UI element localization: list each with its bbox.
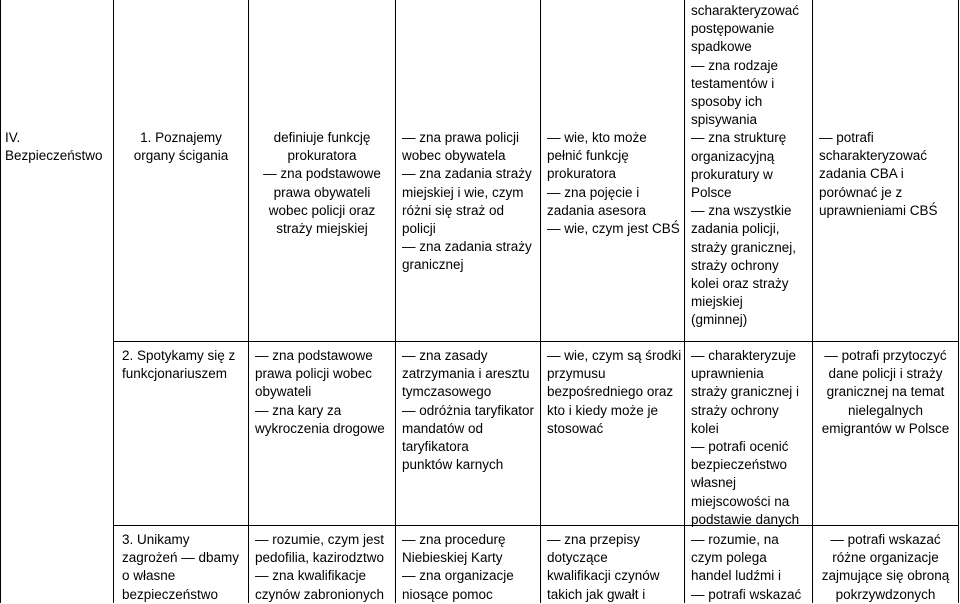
requirements-cell	[541, 127, 684, 238]
requirement-line: wobec policji oraz	[268, 202, 376, 218]
requirement-line: straży ochrony	[691, 257, 779, 273]
requirements-cell	[685, 0, 812, 330]
requirement-line: — zna prawa policji	[402, 130, 520, 145]
requirements-cell	[249, 529, 395, 604]
requirement-line: — potrafi przytoczyć	[824, 348, 947, 363]
requirement-line: emigrantów w Polsce	[821, 420, 950, 436]
requirement-line: pedofilia, kazirodztwo	[255, 550, 385, 566]
requirement-line: scharakteryzować	[691, 3, 800, 18]
requirement-line: kto i kiedy może je	[547, 402, 659, 418]
requirement-line: różne organizacje	[832, 550, 939, 566]
requirements-cell	[685, 529, 812, 604]
requirement-line: organizacyjną	[691, 148, 775, 164]
requirement-line: — zna organizacje	[402, 568, 514, 584]
requirements-cell	[541, 345, 684, 438]
requirement-line: handel ludźmi i	[691, 568, 782, 584]
requirement-line: bezpieczeństwo	[691, 457, 788, 473]
requirement-line: takich jak gwałt i	[547, 586, 646, 602]
requirement-line: — zna rodzaje	[691, 57, 779, 73]
requirement-line: zadania CBA i	[819, 166, 904, 182]
topic-line: bezpieczeństwo	[122, 586, 219, 602]
requirement-line: zadania asesora	[547, 202, 647, 218]
requirement-line: wobec obywatela	[402, 148, 506, 164]
requirement-line: — zna pojęcie i	[547, 184, 640, 200]
requirement-line: kolei oraz straży	[691, 276, 789, 292]
requirement-line: prokuratury w	[691, 166, 773, 182]
section-number: IV.	[5, 130, 21, 145]
topic-cell	[114, 127, 248, 165]
requirements-cell	[813, 345, 958, 438]
requirement-line: tymczasowego	[402, 384, 492, 400]
requirement-line: przymusu	[547, 366, 606, 382]
requirement-line: granicznej na temat	[826, 384, 945, 400]
requirement-line: — odróżnia taryfikator	[402, 402, 535, 418]
requirements-cell	[685, 345, 812, 529]
topic-cell	[114, 345, 248, 383]
requirement-line: — zna zasady	[402, 348, 488, 363]
table-border-right	[958, 0, 959, 603]
requirement-line: — zna podstawowe	[255, 348, 373, 363]
requirement-line: kolei	[691, 420, 719, 436]
requirement-line: straży ochrony	[691, 402, 779, 418]
table-divider-col4	[812, 0, 813, 603]
requirement-line: różni się straż od	[402, 202, 505, 218]
requirement-line: dotyczące	[547, 550, 608, 566]
requirement-line: Polsce	[691, 185, 732, 201]
requirement-line: straży granicznej i	[691, 384, 800, 400]
requirement-line: zajmujące się obroną	[821, 568, 950, 584]
table-divider-section	[113, 0, 114, 603]
requirement-line: definiuje funkcję	[273, 130, 371, 145]
requirement-line: obywateli	[255, 384, 312, 400]
requirement-line: stosować	[547, 420, 604, 436]
requirement-line: testamentów i	[691, 75, 775, 91]
requirement-line: prokuratora	[547, 166, 617, 182]
requirement-line: — zna zadania straży	[402, 166, 532, 182]
requirement-line: granicznej	[402, 257, 464, 273]
requirement-line: — potrafi ocenić	[691, 439, 789, 455]
requirement-line: — zna strukturę	[691, 130, 787, 146]
table-border-left	[0, 0, 1, 603]
requirement-line: uprawnienia	[691, 366, 764, 382]
requirement-line: — zna przepisy	[547, 532, 641, 547]
table-divider-col2	[540, 0, 541, 603]
requirement-line: — potrafi wskazać	[830, 532, 941, 547]
requirement-line: spadkowe	[691, 39, 752, 55]
requirement-line: porównać je z	[819, 184, 903, 200]
requirements-cell	[541, 529, 684, 604]
requirement-line: — zna procedurę	[402, 532, 506, 547]
requirement-line: pokrzywdzonych	[835, 586, 936, 602]
requirement-line: sposoby ich	[691, 94, 763, 110]
requirements-cell	[813, 127, 958, 220]
requirements-cell	[396, 127, 540, 275]
requirement-line: czym polega	[691, 550, 767, 566]
requirement-line: — zna kary za	[255, 402, 342, 418]
requirement-line: straży granicznej,	[691, 239, 797, 255]
requirement-line: (gminnej)	[691, 312, 748, 328]
requirements-cell	[396, 529, 540, 604]
requirement-line: — charakteryzuje	[691, 348, 797, 363]
requirement-line: wykroczenia drogowe	[255, 420, 385, 436]
requirement-line: prawa policji wobec	[255, 366, 373, 382]
requirement-line: niosące pomoc	[402, 586, 493, 602]
topic-line: 2. Spotykamy się z	[122, 348, 236, 363]
requirement-line: miejskiej	[691, 294, 743, 310]
requirement-line: — rozumie, na	[691, 532, 779, 547]
requirements-cell	[249, 127, 395, 238]
requirements-cell	[813, 529, 958, 604]
topic-cell	[114, 529, 248, 604]
requirement-line: — wie, kto może	[547, 130, 647, 145]
requirement-line: kwalifikacji czynów	[547, 568, 660, 584]
requirements-cell	[249, 345, 395, 438]
requirement-line: — wie, czym są środki	[547, 348, 682, 363]
topic-line: organy ścigania	[133, 148, 229, 164]
requirement-line: punktów karnych	[402, 457, 504, 473]
requirement-line: pełnić funkcję	[547, 148, 629, 164]
topic-line: o własne	[122, 568, 176, 584]
requirement-line: taryfikatora	[402, 439, 469, 455]
requirement-line: — zna zadania straży	[402, 239, 532, 255]
requirement-line: uprawnieniami CBŚ	[819, 202, 938, 218]
requirement-line: postępowanie	[691, 21, 775, 37]
requirement-line: — zna podstawowe	[263, 166, 381, 182]
requirements-cell	[396, 345, 540, 474]
requirement-line: własnej	[691, 475, 737, 491]
requirement-line: prokuratora	[287, 148, 357, 164]
requirement-line: mandatów od	[402, 420, 484, 436]
requirement-line: zatrzymania i aresztu	[402, 366, 530, 382]
requirement-line: — zna kwalifikacje	[255, 568, 367, 584]
row-divider-1	[113, 341, 959, 342]
requirement-line: policji	[402, 221, 436, 237]
requirement-line: — potrafi	[819, 130, 874, 145]
requirement-line: — zna wszystkie	[691, 203, 792, 219]
requirement-line: — wie, czym jest CBŚ	[547, 221, 680, 237]
requirement-line: nielegalnych	[847, 402, 924, 418]
topic-line: funkcjonariuszem	[122, 366, 228, 382]
section-cell	[1, 127, 113, 165]
topic-line: zagrożeń — dbamy	[122, 550, 240, 566]
row-divider-2	[113, 525, 959, 526]
requirement-line: czynów zabronionych	[255, 586, 385, 602]
requirement-line: dane policji i straży	[828, 366, 943, 382]
topic-line: 1. Poznajemy	[140, 130, 222, 145]
section-title: Bezpieczeństwo	[5, 148, 103, 164]
requirement-line: miejskiej i wie, czym	[402, 184, 524, 200]
requirement-line: Niebieskiej Karty	[402, 550, 503, 566]
table-divider-col1	[395, 0, 396, 603]
requirement-line: — potrafi wskazać	[691, 586, 802, 602]
requirement-line: zadania policji,	[691, 221, 780, 237]
topic-line: 3. Unikamy	[122, 532, 190, 547]
requirement-line: bezpośredniego oraz	[547, 384, 674, 400]
requirement-line: — rozumie, czym jest	[255, 532, 385, 547]
table-divider-topic	[248, 0, 249, 603]
requirement-line: miejscowości na	[691, 493, 790, 509]
requirement-line: straży miejskiej	[276, 221, 368, 237]
requirement-line: podstawie danych	[691, 511, 800, 527]
requirement-line: prawa obywateli	[273, 184, 371, 200]
requirement-line: scharakteryzować	[819, 148, 928, 164]
requirement-line: spisywania	[691, 112, 758, 128]
